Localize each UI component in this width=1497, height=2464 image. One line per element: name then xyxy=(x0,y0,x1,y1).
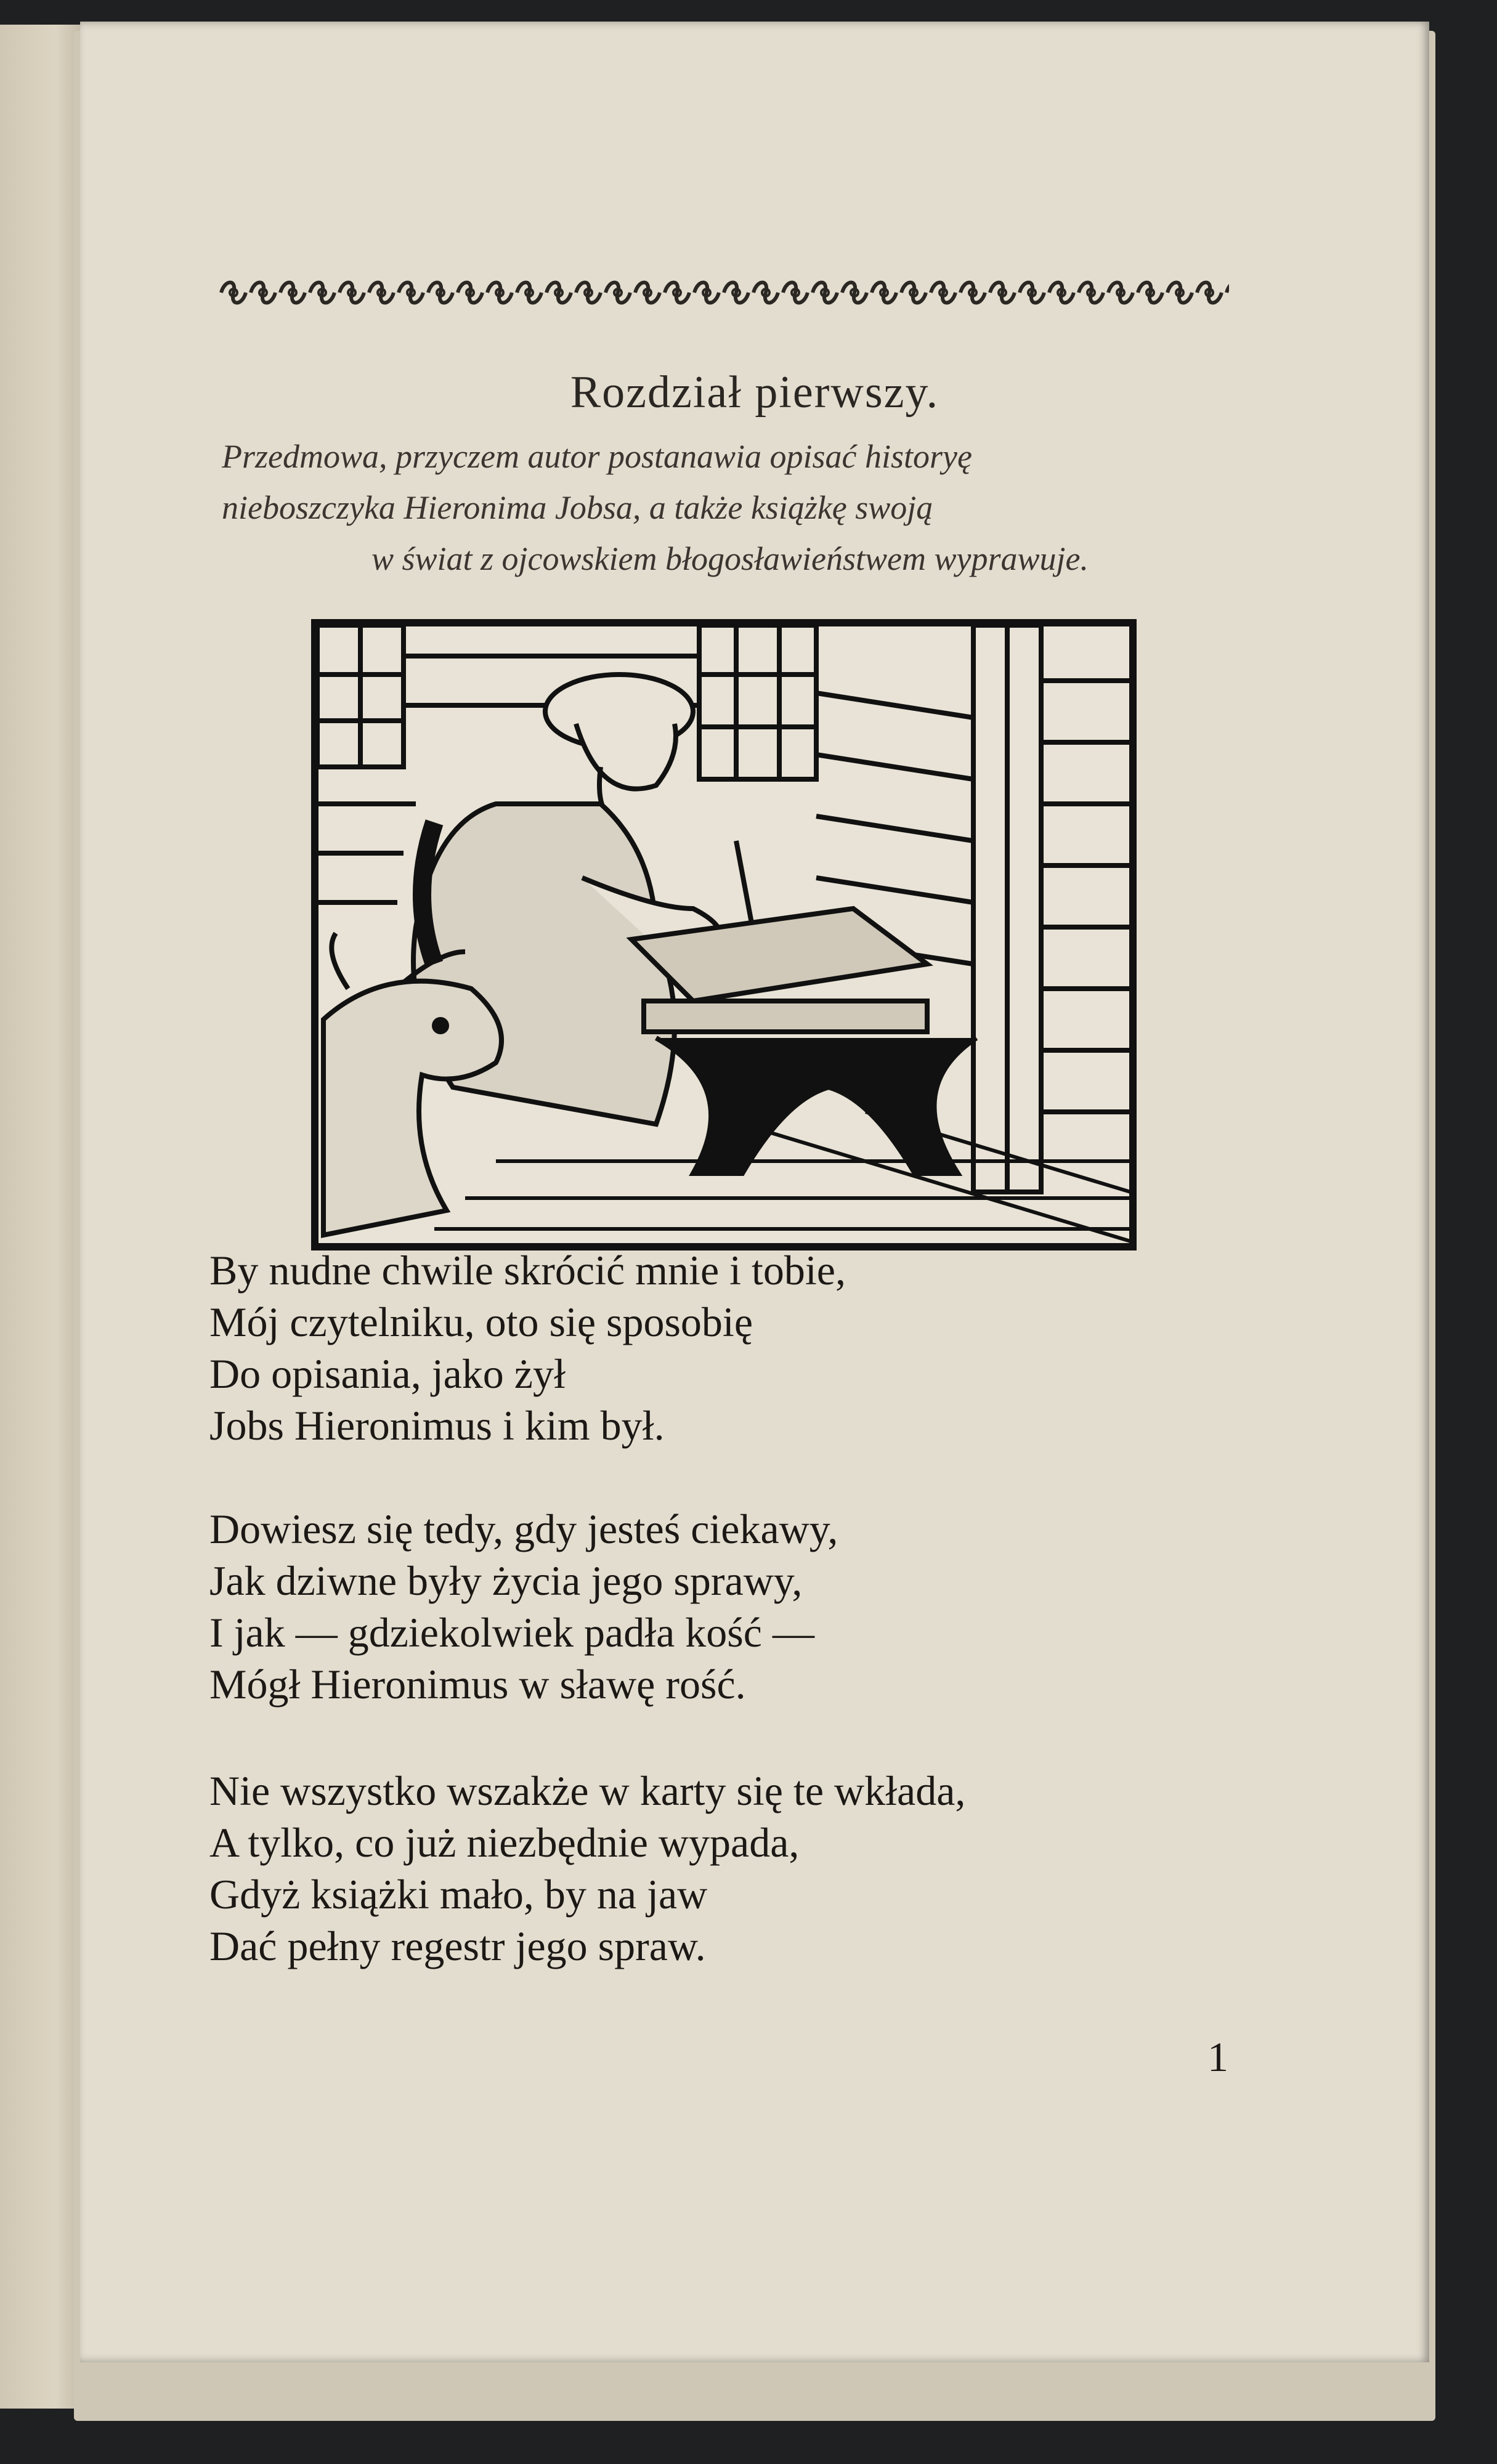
verse-line: Dać pełny regestr jego spraw. xyxy=(209,1923,706,1969)
stanza-3 xyxy=(209,1765,965,1972)
verse-line: Dowiesz się tedy, gdy jesteś ciekawy, xyxy=(209,1506,838,1552)
verse-line: Mój czytelniku, oto się sposobię xyxy=(209,1299,753,1345)
verse-line: A tylko, co już niezbędnie wypada, xyxy=(209,1819,800,1866)
verse-line: Jak dziwne były życia jego sprawy, xyxy=(209,1557,803,1604)
book-page xyxy=(80,22,1429,2362)
chapter-summary xyxy=(222,431,1238,585)
stanza-1 xyxy=(209,1244,846,1451)
verse-line: Mógł Hieronimus w sławę rość. xyxy=(209,1661,746,1708)
woodcut-scribe-writing-icon xyxy=(311,619,1137,1250)
verse-line: Do opisania, jako żył xyxy=(209,1350,566,1397)
stanza-2 xyxy=(209,1503,838,1710)
ornamental-border-icon xyxy=(219,274,1229,311)
summary-line: Przedmowa, przyczem autor postanawia opisać historyę xyxy=(222,438,972,475)
summary-line: w świat z ojcowskiem błogosławieństwem wyprawuje. xyxy=(371,540,1089,577)
chapter-title: Rozdział pierwszy. xyxy=(570,367,939,418)
verse-line: By nudne chwile skrócić mnie i tobie, xyxy=(209,1247,846,1294)
verse-line: I jak — gdziekolwiek padła kość — xyxy=(209,1609,814,1656)
page-number: 1 xyxy=(1207,2033,1228,2080)
summary-line: nieboszczyka Hieronima Jobsa, a także książkę swoją xyxy=(222,489,933,526)
verse-line: Nie wszystko wszakże w karty się te wkłada, xyxy=(209,1767,966,1814)
verse-line: Gdyż książki mało, by na jaw xyxy=(209,1871,708,1918)
verse-line: Jobs Hieronimus i kim był. xyxy=(209,1402,665,1449)
